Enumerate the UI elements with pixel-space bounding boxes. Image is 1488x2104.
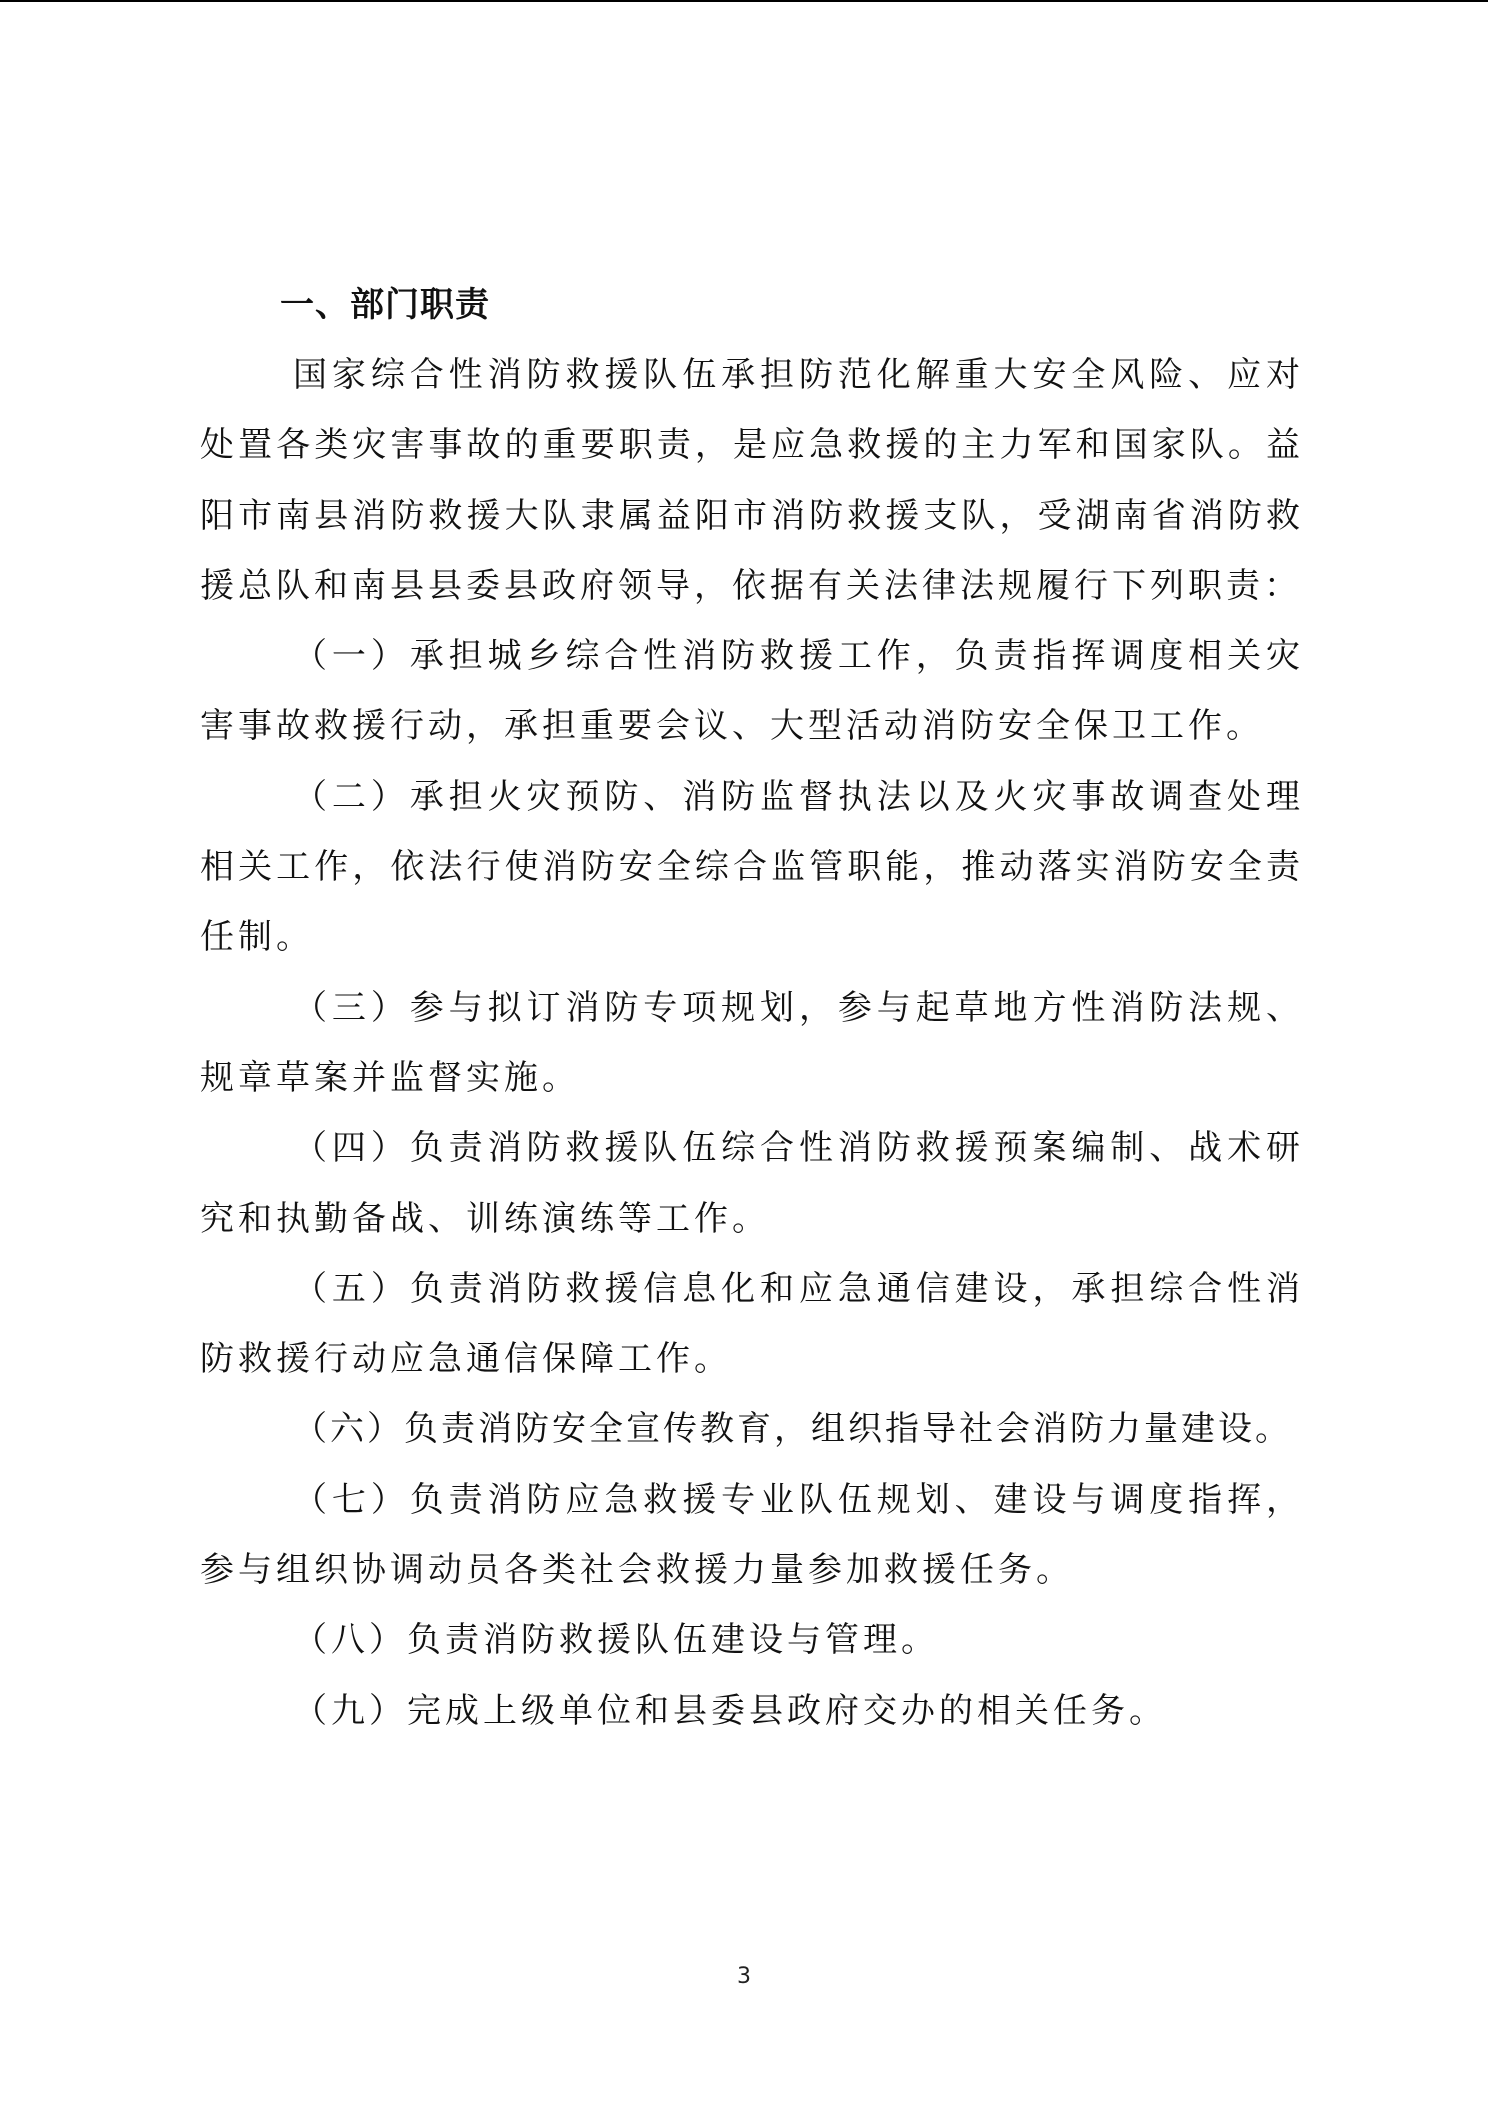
- duty-item-1: （一）承担城乡综合性消防救援工作，负责指挥调度相关灾害事故救援行动，承担重要会议、大型活动消防安全保卫工作。: [200, 636, 1304, 747]
- intro-paragraph: 国家综合性消防救援队伍承担防范化解重大安全风险、应对处置各类灾害事故的重要职责，是应急救援的主力军和国家队。益阳市南县消防救援大队隶属益阳市消防救援支队，受湖南省消防救援总队和南县县委县政府领导，依据有关法律法规履行下列职责：: [200, 355, 1304, 606]
- duty-item-5: （五）负责消防救援信息化和应急通信建设，承担综合性消防救援行动应急通信保障工作。: [200, 1268, 1304, 1380]
- duty-item-2: （二）承担火灾预防、消防监督执法以及火灾事故调查处理相关工作，依法行使消防安全综合监管职能，推动落实消防安全责任制。: [200, 776, 1304, 958]
- duty-item-6: （六）负责消防安全宣传教育，组织指导社会消防力量建设。: [293, 1409, 1292, 1450]
- section-heading: 一、部门职责: [280, 285, 490, 325]
- duty-item-8: （八）负责消防救援队伍建设与管理。: [293, 1620, 939, 1661]
- duty-item-4: （四）负责消防救援队伍综合性消防救援预案编制、战术研究和执勤备战、训练演练等工作。: [200, 1128, 1304, 1239]
- document-body: [200, 270, 1304, 1746]
- duty-item-7: （七）负责消防应急救援专业队伍规划、建设与调度指挥，参与组织协调动员各类社会救援力量参加救援任务。: [200, 1479, 1304, 1591]
- page-number: 3: [737, 1964, 751, 1989]
- duty-item-9: （九）完成上级单位和县委县政府交办的相关任务。: [293, 1690, 1167, 1731]
- duty-item-3: （三）参与拟订消防专项规划，参与起草地方性消防法规、规章草案并监督实施。: [200, 987, 1304, 1098]
